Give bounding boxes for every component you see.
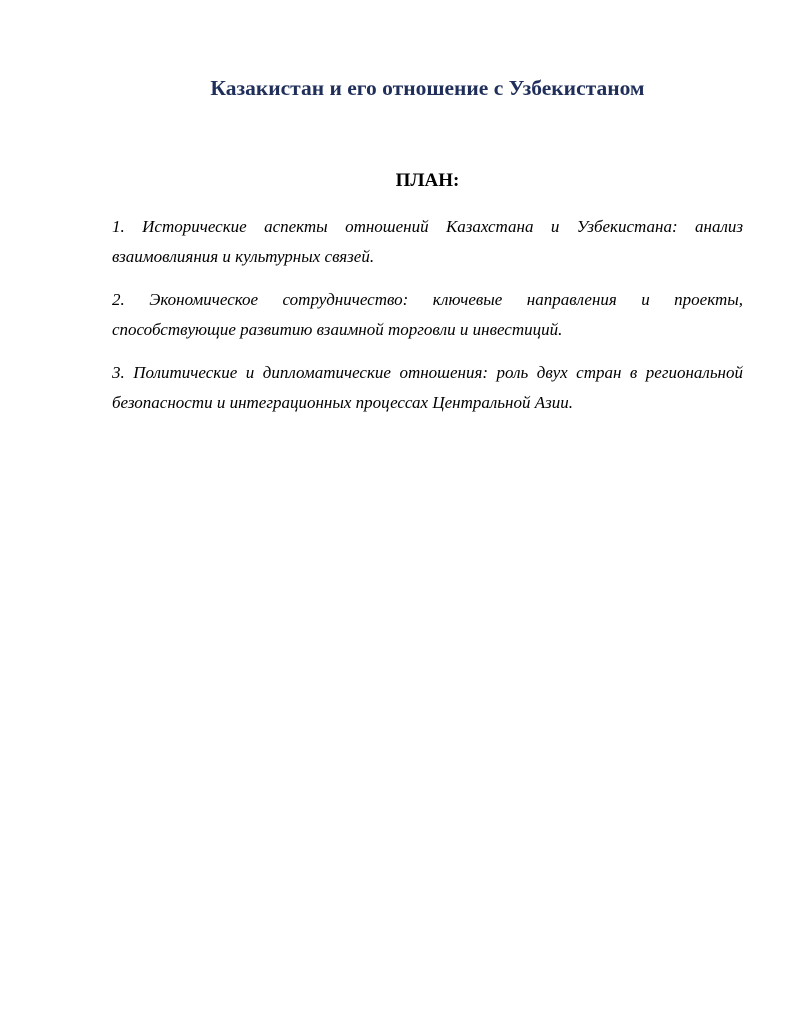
plan-item-3: 3. Политические и дипломатические отношения: роль двух стран в региональной безопасности и интеграционных процессах Центральной Азии. (112, 363, 743, 412)
document-title: Казакистан и его отношение с Узбекистаном (210, 76, 645, 100)
plan-list (112, 212, 743, 431)
plan-item-2: 2. Экономическое сотрудничество: ключевые направления и проекты, способствующие развитию взаимной торговли и инвестиций. (112, 290, 743, 339)
plan-heading: ПЛАН: (395, 170, 460, 191)
plan-item-1: 1. Исторические аспекты отношений Казахстана и Узбекистана: анализ взаимовлияния и культурных связей. (112, 217, 743, 266)
